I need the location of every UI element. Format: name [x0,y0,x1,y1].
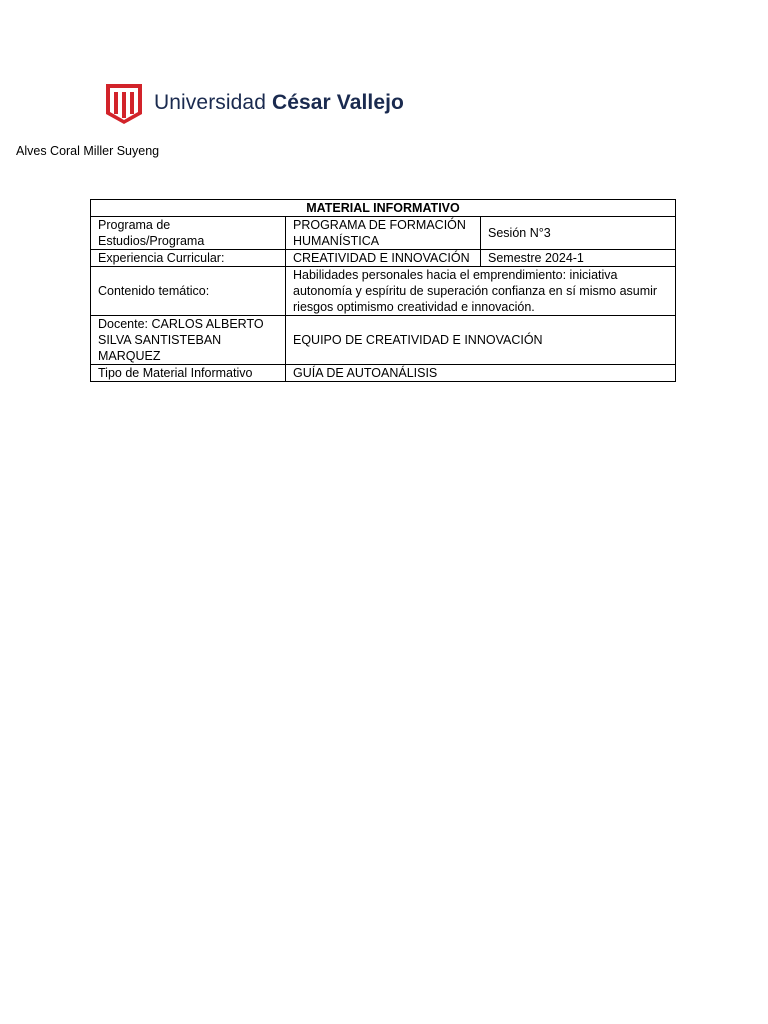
teacher-value: EQUIPO DE CREATIVIDAD E INNOVACIÓN [286,316,676,365]
content-label: Contenido temático: [91,267,286,316]
course-label: Experiencia Curricular: [91,250,286,267]
wordmark-universidad: Universidad [154,91,266,114]
program-value: PROGRAMA DE FORMACIÓN HUMANÍSTICA [286,217,481,250]
program-label: Programa de Estudios/Programa [91,217,286,250]
student-name: Alves Coral Miller Suyeng [16,144,160,158]
table-row [91,267,676,316]
university-logo [106,82,404,124]
material-type-value: GUÍA DE AUTOANÁLISIS [286,365,676,382]
semester-value: Semestre 2024-1 [481,250,676,267]
table-row [91,217,676,250]
table-row [91,250,676,267]
wordmark-cesar-vallejo: César Vallejo [271,91,404,114]
session-number: Sesión N°3 [481,217,676,250]
content-value: Habilidades personales hacia el emprendimiento: iniciativa autonomía y espíritu de superación confianza en sí mismo asumir riesgos optimismo creatividad e innovación. [286,267,676,316]
table-title: MATERIAL INFORMATIVO [91,200,676,217]
university-shield-icon [106,82,142,124]
material-type-label: Tipo de Material Informativo [91,365,286,382]
material-info-table [90,199,676,382]
teacher-label: Docente: CARLOS ALBERTO SILVA SANTISTEBAN MARQUEZ [91,316,286,365]
course-value: CREATIVIDAD E INNOVACIÓN [286,250,481,267]
table-row [91,365,676,382]
university-wordmark [154,91,404,115]
table-row [91,316,676,365]
